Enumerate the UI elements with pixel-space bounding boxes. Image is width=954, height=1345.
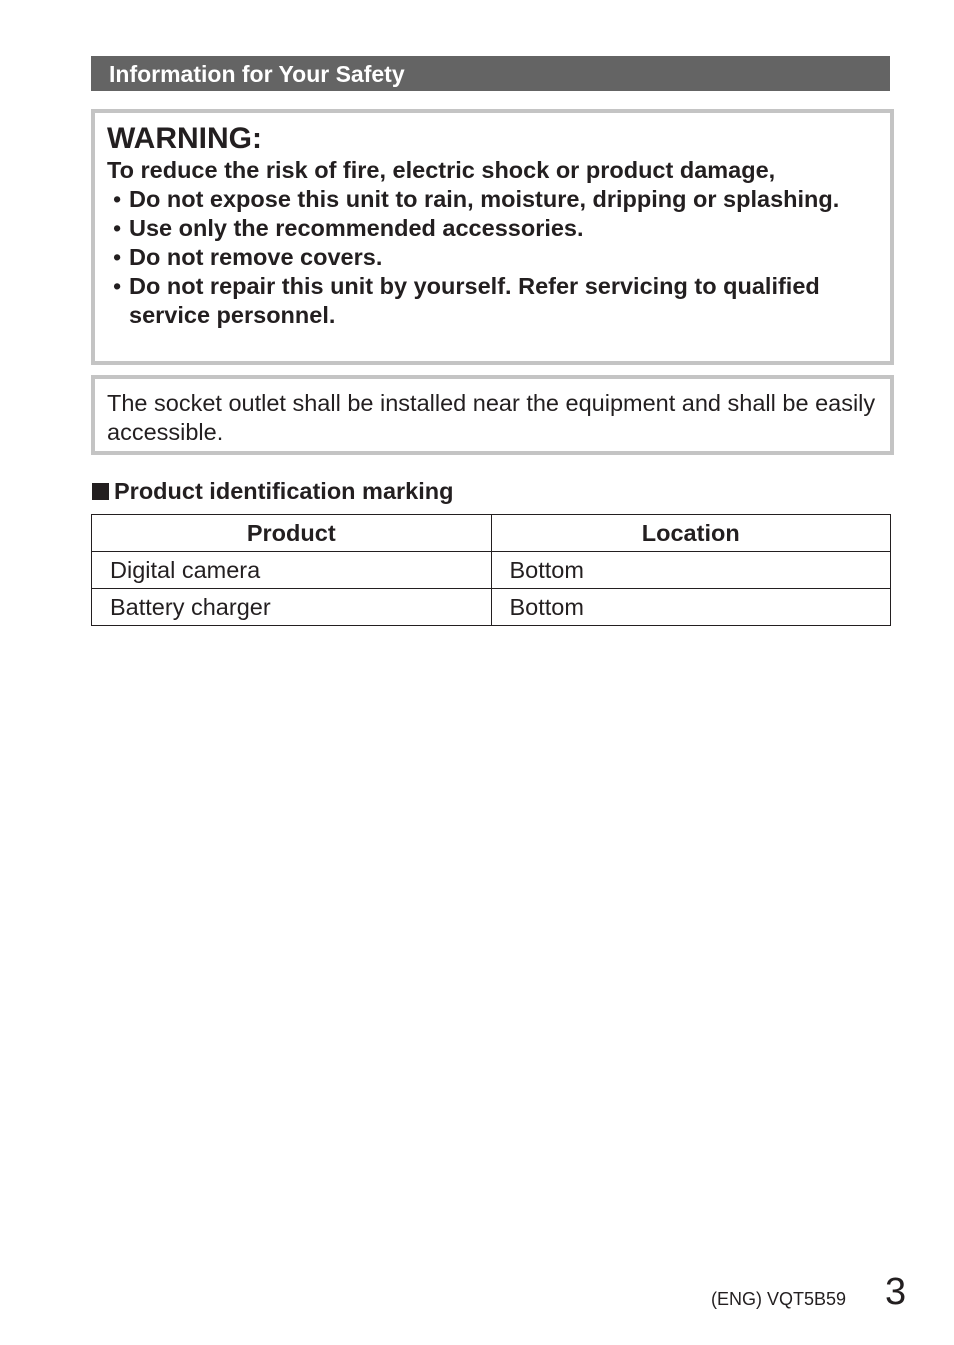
- table-cell-product: Battery charger: [92, 589, 492, 626]
- bullet-icon: •: [113, 186, 122, 212]
- warning-title: WARNING:: [107, 122, 262, 155]
- footer-document-code: (ENG) VQT5B59: [711, 1289, 847, 1309]
- product-marking-heading-text: Product identification marking: [114, 478, 454, 504]
- warning-item-text: Do not expose this unit to rain, moisture, dripping or splashing.: [129, 186, 840, 212]
- warning-item: [107, 185, 867, 214]
- bullet-icon: •: [113, 244, 122, 270]
- product-marking-table: [91, 514, 891, 626]
- square-bullet-icon: [92, 483, 109, 500]
- bullet-icon: •: [113, 215, 122, 241]
- warning-item-text: Do not repair this unit by yourself. Refer servicing to qualified service personnel.: [129, 273, 820, 328]
- table-row: [92, 589, 891, 626]
- column-header-location: Location: [491, 515, 891, 552]
- page-number: 3: [885, 1271, 907, 1313]
- warning-item: [107, 243, 867, 272]
- warning-item: [107, 272, 867, 330]
- bullet-icon: •: [113, 273, 122, 299]
- warning-box: [91, 109, 894, 365]
- section-header-bar: [91, 56, 890, 91]
- warning-item-text: Use only the recommended accessories.: [129, 215, 584, 241]
- warning-item: [107, 214, 867, 243]
- table-row: [92, 552, 891, 589]
- warning-list: [107, 185, 867, 330]
- table-cell-location: Bottom: [491, 552, 891, 589]
- table-cell-location: Bottom: [491, 589, 891, 626]
- socket-notice-box: [91, 375, 894, 455]
- column-header-product: Product: [92, 515, 492, 552]
- section-header-title: Information for Your Safety: [109, 61, 405, 87]
- product-marking-heading: [92, 476, 453, 506]
- table-cell-product: Digital camera: [92, 552, 492, 589]
- socket-notice-text: The socket outlet shall be installed near the equipment and shall be easily accessible.: [107, 390, 876, 445]
- warning-item-text: Do not remove covers.: [129, 244, 383, 270]
- warning-intro: To reduce the risk of fire, electric shock or product damage,: [107, 157, 776, 183]
- table-header-row: [92, 515, 891, 552]
